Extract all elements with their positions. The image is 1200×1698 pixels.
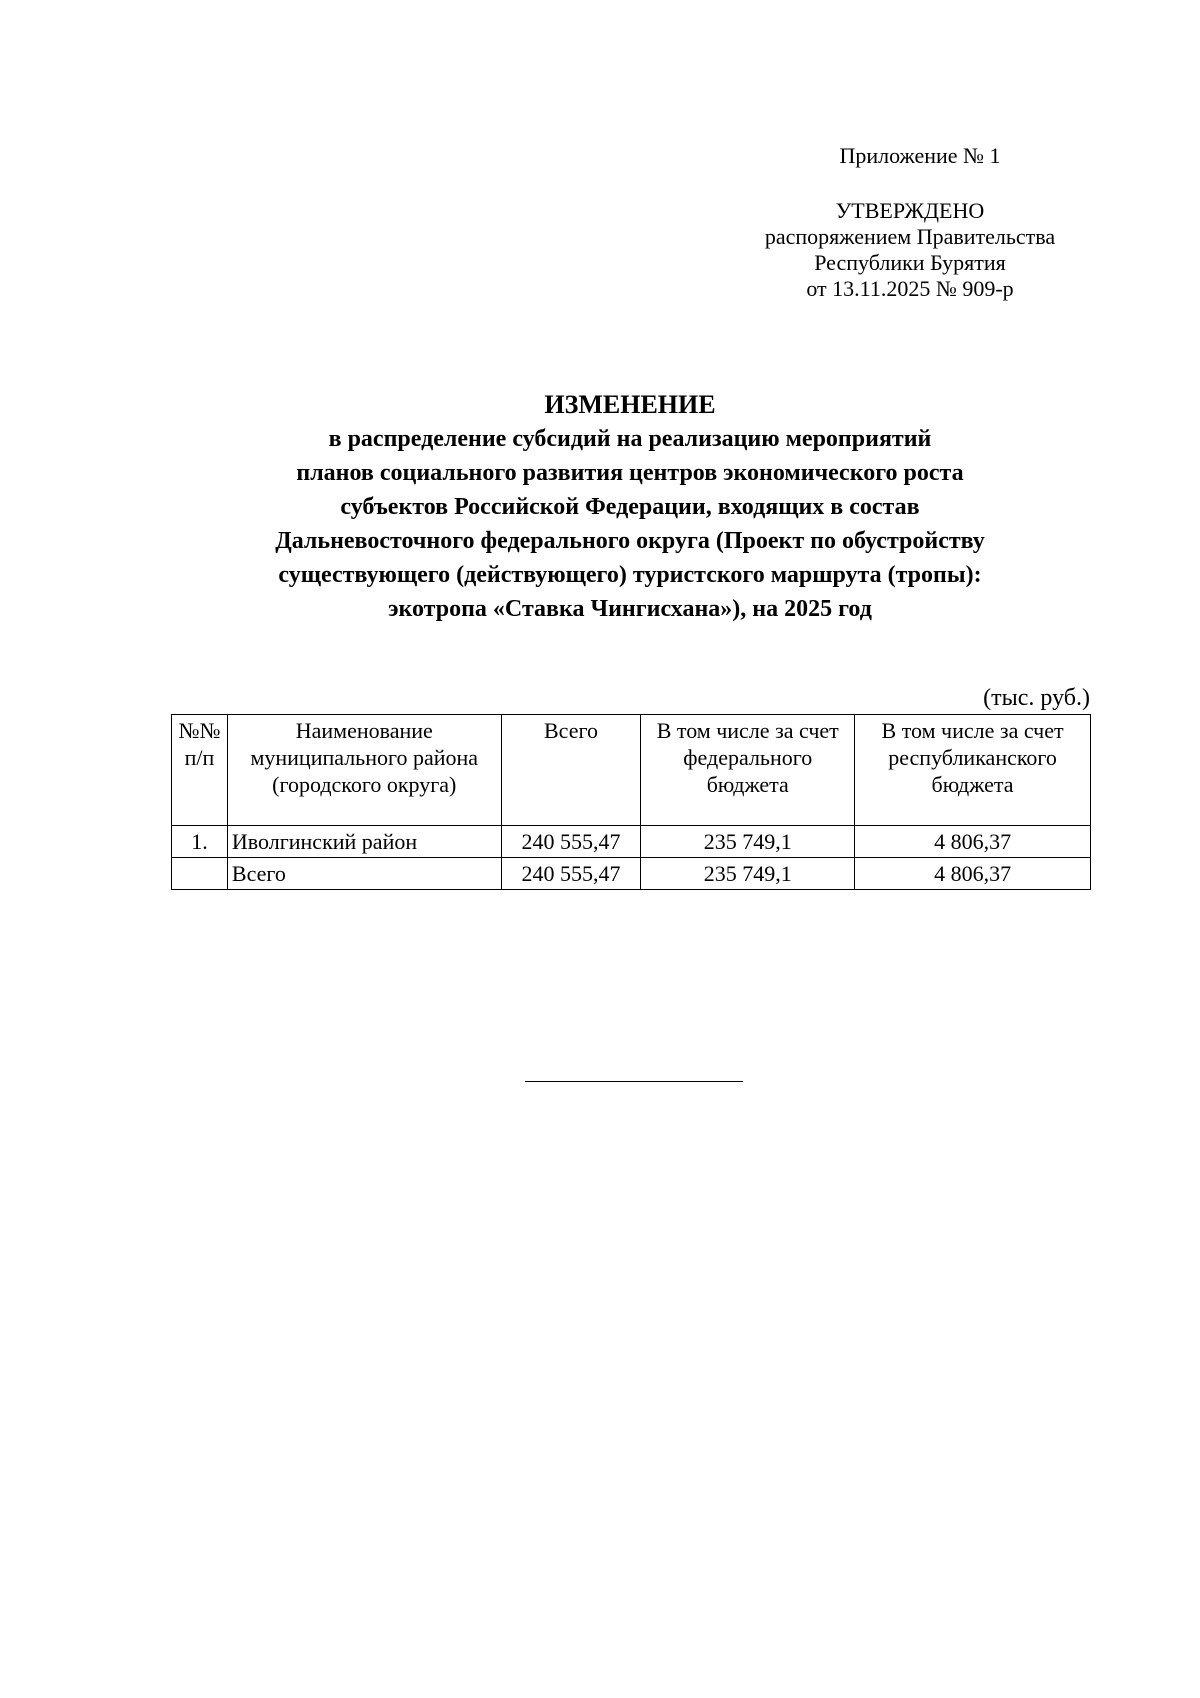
approval-line: распоряжением Правительства (764, 224, 1056, 249)
header-name (227, 715, 501, 826)
title-line: субъектов Российской Федерации, входящих в состав (340, 494, 920, 520)
cell-num: 1. (172, 826, 228, 858)
header-num (172, 715, 228, 826)
title-line: в распределение субсидий на реализацию мероприятий (328, 426, 932, 452)
header-text: Наименование (295, 718, 433, 743)
header-text: Всего (544, 718, 598, 743)
separator-line (525, 1081, 743, 1082)
header-text: №№ (178, 718, 221, 743)
title-line: Дальневосточного федерального округа (Проект по обустройству (275, 528, 985, 554)
header-text: В том числе за счет (881, 718, 1064, 743)
document-title (140, 388, 1120, 626)
header-text: республиканского (888, 745, 1057, 770)
cell-total-label: Всего (227, 858, 501, 890)
cell-total: 240 555,47 (501, 826, 641, 858)
cell-name: Иволгинский район (227, 826, 501, 858)
cell-republic: 4 806,37 (855, 858, 1091, 890)
header-republic (855, 715, 1091, 826)
cell-federal: 235 749,1 (641, 826, 855, 858)
subsidy-table (171, 714, 1091, 890)
title-main: ИЗМЕНЕНИЕ (544, 390, 716, 419)
header-text: муниципального района (250, 745, 479, 770)
table-total-row (172, 858, 1091, 890)
cell-total: 240 555,47 (501, 858, 641, 890)
header-federal (641, 715, 855, 826)
header-text: (городского округа) (272, 772, 457, 797)
title-line: экотропа «Ставка Чингисхана»), на 2025 год (388, 596, 872, 622)
units-label: (тыс. руб.) (983, 685, 1090, 711)
header-text: п/п (184, 745, 215, 770)
approval-line: от 13.11.2025 № 909-р (806, 276, 1014, 301)
approval-stamp (740, 198, 1080, 302)
title-line: планов социального развития центров экономического роста (296, 460, 964, 486)
cell-empty (172, 858, 228, 890)
header-text: федерального (683, 745, 813, 770)
cell-federal: 235 749,1 (641, 858, 855, 890)
approval-line: Республики Бурятия (814, 250, 1006, 275)
header-text: бюджета (706, 772, 789, 797)
table-header-row (172, 715, 1091, 826)
title-line: существующего (действующего) туристского маршрута (тропы): (278, 562, 982, 588)
appendix-label: Приложение № 1 (839, 143, 1001, 168)
table-row (172, 826, 1091, 858)
header-total (501, 715, 641, 826)
header-text: бюджета (931, 772, 1014, 797)
cell-republic: 4 806,37 (855, 826, 1091, 858)
header-text: В том числе за счет (656, 718, 839, 743)
approval-line: УТВЕРЖДЕНО (835, 198, 985, 223)
